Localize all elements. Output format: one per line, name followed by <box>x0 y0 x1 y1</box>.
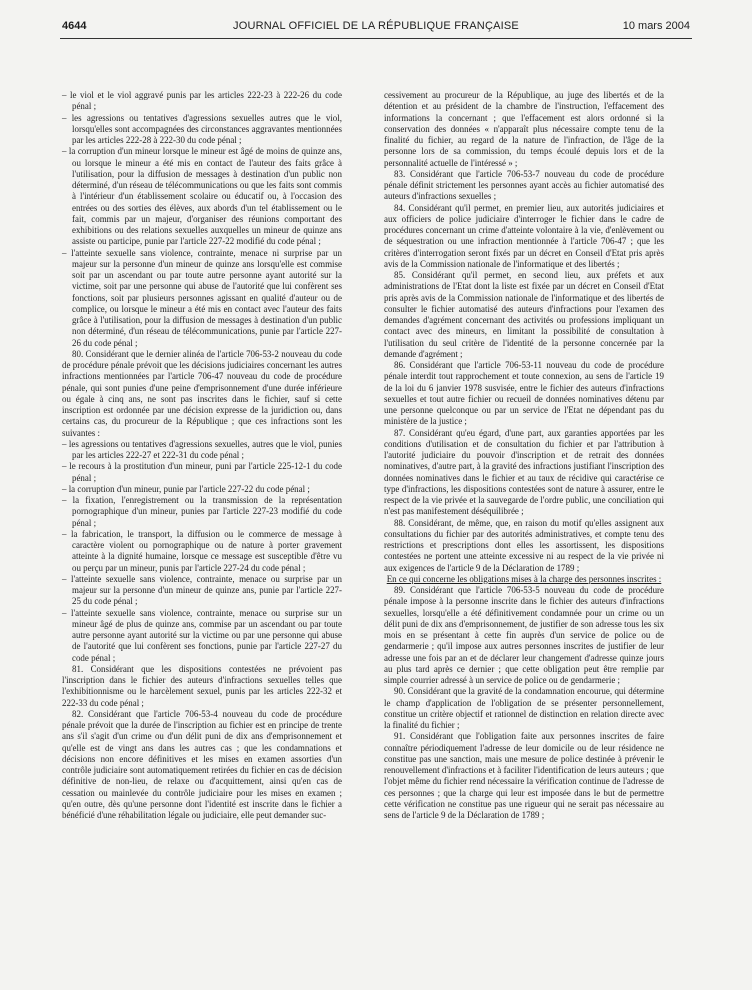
numbered-paragraph: 84. Considérant qu'il permet, en premier lieu, aux autorités judiciaires et aux officiers de police judiciaire d'interroger le fichier dans le cadre de procédures concernant un crime d'atteinte volontaire à la vie, d'enlèvement ou de séquestration ou une infraction mentionnée à l'article 706-47 ; que les critères d'interrogation seront fixés par un décret en Conseil d'Etat pris après avis de la Commission nationale de l'informatique et des libertés ; <box>384 202 664 269</box>
list-item: – la fabrication, le transport, la diffusion ou le commerce de message à caractère violent ou pornographique ou de nature à porter gravement atteinte à la dignité humaine, lorsque ce message est susceptible d'être vu ou perçu par un mineur, punis par l'article 227-24 du code pénal ; <box>62 528 342 573</box>
list-item: – la fixation, l'enregistrement ou la transmission de la représentation pornographique d'un mineur, punies par l'article 227-23 modifié du code pénal ; <box>62 495 342 528</box>
numbered-paragraph: 88. Considérant, de même, que, en raison du motif qu'elles assignent aux consultations du fichier par des autorités administratives, et compte tenu des restrictions et prescriptions dont elles les assortissent, les dispositions contestées ne portent une atteinte excessive ni au respect de la vie privée ni aux exigences de l'article 9 de la Déclaration de 1789 ; <box>384 517 664 573</box>
numbered-paragraph: 81. Considérant que les dispositions contestées ne prévoient pas l'inscription dans le fichier des auteurs d'infractions sexuelles telles que l'exhibitionnisme ou le harcèlement sexuel, punis par les articles 222-32 et 222-33 du code pénal ; <box>62 663 342 708</box>
list-item: – les agressions ou tentatives d'agressions sexuelles, autres que le viol, punies par les articles 222-27 et 222-31 du code pénal ; <box>62 438 342 460</box>
numbered-paragraph: 82. Considérant que l'article 706-53-4 nouveau du code de procédure pénale prévoit que la durée de l'inscription au fichier est en principe de trente ans s'il s'agit d'un crime ou d'un délit puni de dix ans d'emprisonnement et qu'elle est de vingt ans dans les autres cas ; que les condamnations et décisions non encore définitives et les mises en examen assorties d'un contrôle judiciaire sont automatiquement retirées du fichier en cas de décision définitive de non-lieu, de relaxe ou d'acquittement, ainsi qu'en cas de cessation ou mainlevée du contrôle judiciaire pour les mises en examen ; qu'en outre, dès qu'une personne dont l'identité est inscrite dans le fichier a bénéficié d'une réhabilitation légale ou judiciaire, elle peut demander suc- <box>62 708 342 820</box>
page-header <box>62 20 690 38</box>
paragraph-continuation: cessivement au procureur de la République, au juge des libertés et de la détention et au président de la chambre de l'instruction, l'effacement des informations la concernant ; que l'effacement est alors ordonné si la conservation des données « n'apparaît plus nécessaire compte tenu de la finalité du fichier, au regard de la nature de l'infraction, de l'âge de la personne lors de sa commission, du temps écoulé depuis lors et de la personnalité actuelle de l'intéressé » ; <box>384 90 664 168</box>
journal-title: JOURNAL OFFICIEL DE LA RÉPUBLIQUE FRANÇAISE <box>233 20 519 32</box>
numbered-paragraph: 90. Considérant que la gravité de la condamnation encourue, qui détermine le champ d'application de l'obligation de se présenter personnellement, constitue un critère objectif et rationnel de distinction en relation directe avec la finalité du fichier ; <box>384 686 664 730</box>
numbered-paragraph: 87. Considérant qu'eu égard, d'une part, aux garanties apportées par les conditions d'utilisation et de consultation du fichier et par l'attribution à l'autorité judiciaire du pouvoir d'inscription et de retrait des données nominatives, d'autre part, à la gravité des infractions justifiant l'inscription des données nominatives dans le fichier et au taux de récidive qui caractérise ce type d'infractions, les dispositions contestées sont de nature à assurer, entre le respect de la vie privée et la sauvegarde de l'ordre public, une conciliation qui n'est pas manifestement déséquilibrée ; <box>384 427 664 517</box>
numbered-paragraph: 80. Considérant que le dernier alinéa de l'article 706-53-2 nouveau du code de procédure pénale prévoit que les décisions judiciaires concernant les autres infractions mentionnées par l'article 706-47 nouveau du code de procédure pénale, qui sont punies d'une peine d'emprisonnement d'une durée inférieure ou égale à cinq ans, ne sont pas inscrites dans le fichier, sauf si cette inscription est ordonnée par une décision expresse de la juridiction ou, dans certains cas, du procureur de la République ; que ces infractions sont les suivantes : <box>62 348 342 438</box>
list-item: – le recours à la prostitution d'un mineur, puni par l'article 225-12-1 du code pénal ; <box>62 461 342 483</box>
numbered-paragraph: 89. Considérant que l'article 706-53-5 nouveau du code de procédure pénale impose à la personne inscrite dans le fichier des auteurs d'infractions sexuelles, lorsqu'elle a été définitivement condamnée pour un crime ou un délit puni de dix ans d'emprisonnement, de justifier de son adresse tous les six mois en se présentant à cette fin auprès d'un service de police ou de gendarmerie ; qu'il impose aux autres personnes inscrites de justifier de leur adresse une fois par an et de déclarer leur changement d'adresse quinze jours au plus tard après ce dernier ; que cette obligation peut être remplie par simple courrier adressé à un service de police ou de gendarmerie ; <box>384 585 664 685</box>
numbered-paragraph: 91. Considérant que l'obligation faite aux personnes inscrites de faire connaître périodiquement l'adresse de leur domicile ou de leur résidence ne constitue pas une sanction, mais une mesure de police destinée à prévenir le renouvellement d'infractions et à faciliter l'identification de leurs auteurs ; que l'objet même du fichier rend nécessaire la vérification continue de l'adresse de ces personnes ; que la charge qui leur est imposée dans le but de permettre cette vérification ne constitue pas une rigueur qui ne serait pas nécessaire au sens de l'article 9 de la Déclaration de 1789 ; <box>384 731 664 820</box>
numbered-paragraph: 85. Considérant qu'il permet, en second lieu, aux préfets et aux administrations de l'Etat dont la liste est fixée par un décret en Conseil d'Etat pris après avis de la Commission nationale de l'informatique et des libertés de consulter le fichier automatisé des auteurs d'infractions pour l'examen des demandes d'agrément concernant des activités ou professions impliquant un contact avec des mineurs, en limitant la possibilité de consultation à l'utilisation du seul critère de l'identité de la personne concernée par la demande d'agrément ; <box>384 270 664 359</box>
numbered-paragraph: 83. Considérant que l'article 706-53-7 nouveau du code de procédure pénale définit strictement les personnes ayant accès au fichier automatisé des auteurs d'infractions sexuelles ; <box>384 168 664 202</box>
list-item: – l'atteinte sexuelle sans violence, contrainte, menace ni surprise par un majeur sur la personne d'un mineur de quinze ans lorsqu'elle est commise soit par un ascendant ou par toute autre personne ayant autorité sur la victime, soit par une personne qui abuse de l'autorité que lui confèrent ses fonctions, soit par plusieurs personnes agissant en qualité d'auteur ou de complice, ou lorsque le mineur a été mis en contact avec l'auteur des faits grâce à l'utilisation, pour la diffusion de messages à destination d'un public non déterminé, d'un réseau de télécommunications, punie par l'article 227-26 du code pénal ; <box>62 247 342 348</box>
section-heading: En ce qui concerne les obligations mises à la charge des personnes inscrites : <box>386 573 662 584</box>
list-item: – les agressions ou tentatives d'agressions sexuelles autres que le viol, lorsqu'elles sont accompagnées des circonstances aggravantes mentionnées par les articles 222-28 à 222-30 du code pénal ; <box>62 112 342 145</box>
left-column <box>62 90 342 821</box>
page-number: 4644 <box>62 20 87 32</box>
issue-date: 10 mars 2004 <box>622 20 690 32</box>
list-item: – la corruption d'un mineur lorsque le mineur est âgé de moins de quinze ans, ou lorsque le mineur a été mis en contact de l'auteur des faits grâce à l'utilisation, pour la diffusion de messages à destination d'un public non déterminé, d'un réseau de télécommunications ou que les faits sont commis à l'intérieur d'un établissement scolaire ou éducatif ou, à l'occasion des entrées ou des sorties des élèves, aux abords d'un tel établissement ou le fait, commis par un majeur, d'organiser des réunions comportant des exhibitions ou des relations sexuelles auxquelles un mineur de quinze ans assiste ou participe, punie par l'article 227-22 modifié du code pénal ; <box>62 146 342 247</box>
right-column <box>384 90 664 821</box>
header-rule <box>60 38 692 39</box>
list-item: – la corruption d'un mineur, punie par l'article 227-22 du code pénal ; <box>62 483 310 494</box>
numbered-paragraph: 86. Considérant que l'article 706-53-11 nouveau du code de procédure pénale interdit tout rapprochement et toute connexion, au sens de l'article 19 de la loi du 6 janvier 1978 susvisée, entre le fichier des auteurs d'infractions sexuelles et tout autre fichier ou recueil de données nominatives détenu par une personne quelconque ou par un service de l'Etat ne dépendant pas du ministère de la justice ; <box>384 360 664 427</box>
list-item: – l'atteinte sexuelle sans violence, contrainte, menace ou surprise sur un mineur âgé de plus de quinze ans, commise par un ascendant ou par toute autre personne ayant autorité sur la victime ou par une personne qui abuse de l'autorité que lui confèrent ses fonctions, punie par l'article 227-27 du code pénal ; <box>62 607 342 663</box>
list-item: – le viol et le viol aggravé punis par les articles 222-23 à 222-26 du code pénal ; <box>62 90 342 112</box>
list-item: – l'atteinte sexuelle sans violence, contrainte, menace ou surprise par un majeur sur la personne d'un mineur de quinze ans, punie par l'article 227-25 du code pénal ; <box>62 573 342 607</box>
